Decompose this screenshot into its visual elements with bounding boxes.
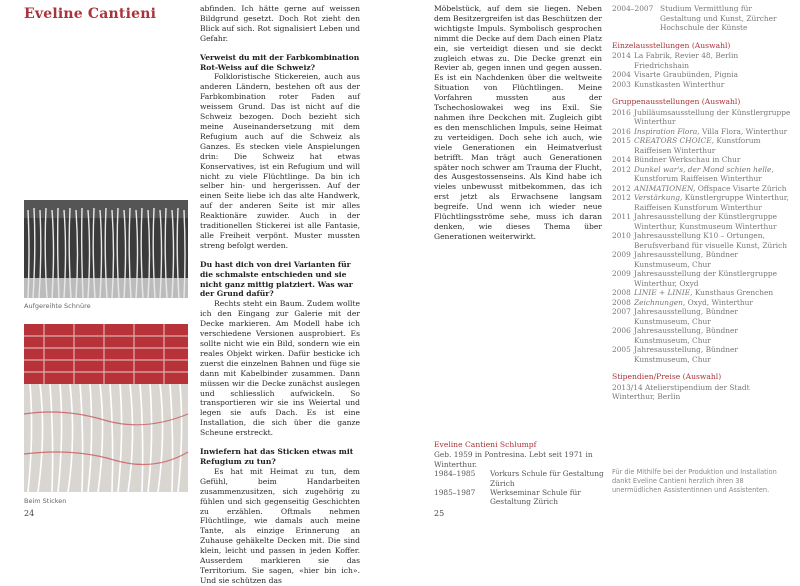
photo-caption: Aufgereihte Schnüre (24, 302, 91, 310)
bio-text: Geb. 1959 in Pontresina. Lebt seit 1971 in Winterthur. (434, 450, 593, 469)
cv-year: 2010 (612, 231, 631, 240)
cv-detail: Jahresausstellung der Künstlergruppe Winterthur, Kunstmuseum Winterthur (634, 212, 778, 231)
interview-answer: Rechts steht ein Baum. Zudem wollte ich den Eingang zur Galerie mit der Decke markieren. Am Modell habe ich verschiedene Versionen ausprobiert. Es sollte nicht wie ein Bild, sondern wie ein reales Objekt wirken. Dafür besticke ich zuerst die einzelnen Bahnen und füge sie dann mit Kabelbinder zusammen. Dann müssen wir die Decke zunächst auslegen und schliesslich aufwickeln. So transportieren wir sie ins Weiertal und legen sie aufs Dach. Es ist eine Installation, die sich über die ganze Scheune erstreckt. (200, 299, 360, 438)
cv-detail: Kunstforum Raiffeisen Winterthur (634, 136, 761, 155)
cv-detail: Jahresausstellung, Bündner Kunstmuseum, Chur (634, 345, 738, 364)
cv-year: 2015 (612, 136, 631, 145)
cv-detail: Jubiläumsausstellung der Künstlergruppe Winterthur (634, 107, 791, 126)
cv-row (612, 80, 792, 90)
page-number: 24 (24, 509, 35, 518)
cv-text (634, 80, 792, 90)
cv-row (612, 269, 792, 288)
cv-year: 2012 (612, 193, 631, 202)
photo-strings (24, 200, 188, 298)
cv-row (612, 51, 792, 70)
cv-year: 2014 (612, 155, 631, 164)
cv-row (612, 250, 792, 269)
bio-rows (434, 450, 604, 506)
cv-year: 2009 (612, 250, 631, 259)
cv-text (634, 212, 792, 231)
cv-year: 2016 (612, 126, 631, 136)
cv-text (634, 250, 792, 269)
cv-detail: Jahresausstellung, Bündner Kunstmuseum, Chur (634, 250, 738, 269)
cv-text (634, 51, 792, 70)
cv-text (634, 184, 792, 194)
artist-cv (612, 4, 792, 402)
bio-row (434, 450, 604, 469)
cv-year: 2004 (612, 70, 631, 79)
cv-row (612, 184, 792, 194)
cv-detail: Kunstkasten Winterthur (634, 79, 725, 89)
bio-row (434, 469, 604, 488)
cv-text (634, 136, 792, 155)
cv-year: 2006 (612, 326, 631, 335)
artist-bio (434, 440, 604, 507)
cv-row (612, 70, 792, 80)
cv-year: 2005 (612, 345, 631, 354)
cv-text (634, 345, 792, 364)
photo-embroidery-graphic (24, 324, 188, 492)
cv-row (612, 288, 792, 298)
cv-text (634, 127, 792, 137)
cv-text (634, 298, 792, 308)
interview-answer: Folkloristische Stickereien, auch aus anderen Ländern, bestehen oft aus der Farbkombination roter Faden auf weissem Grund. Das ist nicht auf die Schweiz bezogen. Doch bezieht sich meine Auseinandersetzung mit dem Refugium auch auf die Schweiz als Ganzes. Es stecken viele Anspielungen drin: Die Schweiz hat etwas Konservatives, ist ein Refugium und will nicht zu viele Flüchtlinge. Da bin ich selber hin- und hergerissen. Auf der einen Seite liebe ich das alte Handwerk, auf der anderen Seite ist mir alles Reaktionäre zuwider. Auch in der traditionellen Stickerei ist alle Fantasie, alle Freiheit verpönt. Muster mussten streng befolgt werden. (200, 72, 360, 250)
cv-year: 2009 (612, 269, 631, 278)
bio-row (434, 488, 604, 507)
cv-text (634, 108, 792, 127)
cv-detail: Jahresausstellung K10 – Ortungen, Berufsverband für visuelle Kunst, Zürich (634, 231, 788, 250)
cv-text (634, 193, 792, 212)
cv-row (612, 165, 792, 184)
cv-title-italic: Dunkel war's, der Mond schien helle, (634, 164, 774, 174)
cv-text (634, 165, 792, 184)
interview-question: Verweist du mit der Farbkombination Rot-Weiss auf die Schweiz? (200, 52, 360, 72)
cv-detail: Künstlergruppe Winterthur, Raiffeisen Kunstforum Winterthur (634, 193, 789, 212)
artist-title: Eveline Cantieni (24, 6, 157, 22)
cv-row (612, 326, 792, 345)
cv-text (634, 326, 792, 345)
cv-row (612, 298, 792, 308)
interview-answer: abfinden. Ich hätte gerne auf weissen Bildgrund gesetzt. Doch Rot zieht den Blick auf sich. Rot signalisiert Leben und Gefahr. (200, 4, 360, 43)
cv-title-italic: Verstärkung, (634, 193, 683, 202)
page-number: 25 (434, 509, 445, 518)
cv-section-heading: Stipendien/Preise (Auswahl) (612, 372, 722, 381)
cv-detail: Offspace Visarte Zürich (695, 183, 787, 193)
cv-detail: Oxyd, Winterthur (685, 297, 753, 307)
cv-row (612, 193, 792, 212)
cv-row (612, 307, 792, 326)
cv-row (612, 345, 792, 364)
bio-year: 1984–1985 (434, 469, 476, 479)
cv-detail: Bündner Werkschau in Chur (634, 155, 741, 164)
interview-answer: Es hat mit Heimat zu tun, dem Gefühl, beim Handarbeiten zusammenzusitzen, sich zugehörig zu fühlen und sich gegenseitig Geschichten zu erzählen. Oftmals nehmen Flüchtlinge, wie damals auch meine Tante, als einzige Erinnerung an Zuhause gehäkelte Decken mit. Die sind klein, leicht und passen in jeden Koffer. Ausserdem markieren sie das Territorium. Sie sagen, «hier bin ich». Und sie schützen das (200, 466, 360, 585)
cv-title-italic: Inspiration Flora, (634, 126, 700, 136)
cv-row (612, 231, 792, 250)
cv-year: 2012 (612, 183, 631, 193)
cv-detail: Villa Flora, Winterthur (699, 126, 788, 136)
cv-title-italic: LINIE + LINIE, (634, 288, 693, 297)
cv-year: 2012 (612, 164, 631, 174)
cv-text: Studium Vermittlung für Gestaltung und Kunst, Zürcher Hochschule der Künste (660, 4, 777, 32)
cv-detail: Jahresausstellung, Bündner Kunstmuseum, Chur (634, 307, 738, 326)
cv-year: 2008 (612, 288, 631, 297)
cv-detail: 2013/14 Atelierstipendium der Stadt Winterthur, Berlin (612, 382, 750, 401)
cv-detail: La Fabrik, Revier 48, Berlin Friedrichshain (634, 51, 739, 70)
cv-detail: Jahresausstellung der Künstlergruppe Winterthur, Oxyd (634, 269, 778, 288)
bio-name: Eveline Cantieni Schlumpf (434, 440, 537, 449)
credit-note: Für die Mithilfe bei der Produktion und Installation dankt Eveline Cantieni herzlich ihren 38 unermüdlichen Assistentinnen und Assistenten. (612, 468, 777, 494)
cv-detail: Jahresausstellung, Bündner Kunstmuseum, Chur (634, 326, 738, 345)
cv-row (612, 108, 792, 127)
paragraph-gap (200, 44, 360, 53)
cv-row (612, 136, 792, 155)
cv-year: 2004–2007 (612, 4, 654, 13)
photo-embroidery (24, 324, 188, 492)
cv-row (612, 4, 792, 33)
cv-row (612, 212, 792, 231)
paragraph-gap (200, 438, 360, 447)
photo-strings-graphic (24, 200, 188, 298)
cv-detail: Kunstforum Raiffeisen Winterthur (634, 174, 762, 183)
cv-text (634, 307, 792, 326)
cv-title-italic: Zeichnungen, (634, 297, 686, 307)
cv-text (634, 269, 792, 288)
cv-section-heading: Gruppenausstellungen (Auswahl) (612, 97, 741, 106)
cv-row (612, 127, 792, 137)
interview-column-left (200, 4, 360, 586)
cv-year: 2016 (612, 107, 631, 117)
cv-text (634, 231, 792, 250)
cv-year: 2008 (612, 297, 631, 307)
interview-column-right (434, 4, 602, 242)
cv-title-italic: CREATORS CHOICE, (634, 136, 714, 145)
cv-row (612, 383, 792, 402)
cv-detail: Kunsthaus Grenchen (692, 288, 774, 297)
cv-year: 2011 (612, 212, 631, 221)
cv-year: 2003 (612, 79, 631, 89)
paragraph-gap (200, 251, 360, 260)
cv-detail: Visarte Graubünden, Pignia (634, 70, 739, 79)
cv-row (612, 155, 792, 165)
cv-text (612, 383, 792, 402)
cv-section-heading: Einzelausstellungen (Auswahl) (612, 40, 731, 50)
interview-question: Inwiefern hat das Sticken etwas mit Refugium zu tun? (200, 447, 354, 466)
cv-title-italic: ANIMATIONEN, (634, 183, 696, 193)
cv-year: 2014 (612, 51, 631, 60)
cv-text (634, 155, 792, 165)
bio-text: Vorkurs Schule für Gestaltung Zürich (490, 469, 604, 488)
bio-year: 1985–1987 (434, 488, 476, 498)
cv-year: 2007 (612, 307, 631, 316)
interview-answer: Möbelstück, auf dem sie liegen. Neben dem Besitzergreifen ist das Beschützen der wichtigste Impuls. Symbolisch gesprochen nimmt die Decke auf dem Dach einen Platz ein, sie verteidigt diesen und sie deckt zugleich etwas zu. Die Decke grenzt ein Revier ab, gegen innen und gegen aussen. Es ist ein Nachdenken über die weltweite Situation von Flüchtlingen. Meine Vorfahren mussten aus der Tschechoslowakei weg ins Exil. Sie nahmen ihre Deckchen mit. Zugleich gibt es den menschlichen Impuls, seine Heimat zu verteidigen. Doch sehe ich auch, wie viele Generationen ein Heimatverlust betrifft. Man trägt auch Generationen später noch schwer am Trauma der Flucht, des Ausgestossenseins. Als Kind habe ich vieles unbewusst mitbekommen, das ich erst jetzt als Erwachsene langsam begreife. Und wenn ich wieder neue Flüchtlingsströme sehe, muss ich daran denken, wie dieses Thema über Generationen weiterwirkt. (434, 4, 602, 241)
interview-question: Du hast dich von drei Varianten für die schmalste entschieden und sie nicht ganz mittig platziert. Was war der Grund dafür? (200, 259, 353, 299)
bio-text: Werkseminar Schule für Gestaltung Zürich (490, 488, 581, 507)
photo-caption: Beim Sticken (24, 497, 67, 505)
cv-text (634, 70, 792, 80)
cv-text (634, 288, 792, 298)
